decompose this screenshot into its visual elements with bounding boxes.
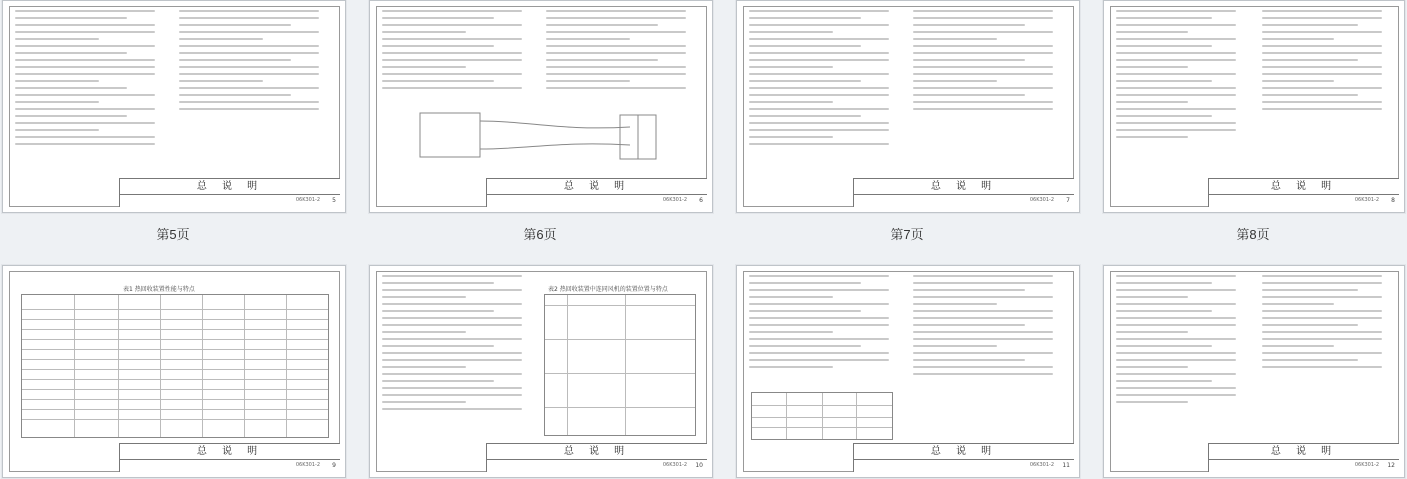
drawing-code: 06K301-2 <box>295 197 320 203</box>
airflow-diagram <box>410 107 666 169</box>
page-preview[interactable] <box>369 0 713 213</box>
page-preview[interactable] <box>2 265 346 478</box>
title-block-name: 总 说 明 <box>563 181 631 192</box>
drawing-code: 06K301-2 <box>295 462 320 468</box>
page-number: 12 <box>1387 462 1395 469</box>
drawing-code: 06K301-2 <box>662 197 687 203</box>
page-caption: 第5页 <box>156 227 190 242</box>
title-block-name: 总 说 明 <box>563 446 631 457</box>
data-table <box>751 392 893 440</box>
page-number: 7 <box>1066 197 1070 204</box>
page-number: 10 <box>695 462 703 469</box>
page-number: 6 <box>699 197 703 204</box>
page-preview[interactable] <box>736 265 1080 478</box>
title-block-name: 总 说 明 <box>930 446 998 457</box>
title-block-name: 总 说 明 <box>196 181 264 192</box>
page-number: 11 <box>1062 462 1070 469</box>
drawing-code: 06K301-2 <box>1029 197 1054 203</box>
drawing-code: 06K301-2 <box>1354 462 1379 468</box>
data-table <box>544 294 696 436</box>
page-number: 5 <box>332 197 336 204</box>
data-table <box>21 294 329 438</box>
title-block-name: 总 说 明 <box>1270 181 1338 192</box>
table-title: 表2 热回收装置中连同风机的装置位置与特点 <box>548 286 668 293</box>
page-preview[interactable] <box>1103 265 1405 478</box>
page-caption: 第6页 <box>523 227 557 242</box>
page-number: 8 <box>1391 197 1395 204</box>
drawing-code: 06K301-2 <box>1354 197 1379 203</box>
page-caption: 第8页 <box>1236 227 1270 242</box>
table-title: 表1 热回收装置性能与特点 <box>123 286 195 293</box>
page-preview[interactable] <box>1103 0 1405 213</box>
page-caption: 第7页 <box>890 227 924 242</box>
page-preview[interactable] <box>736 0 1080 213</box>
title-block-name: 总 说 明 <box>196 446 264 457</box>
page-preview[interactable] <box>2 0 346 213</box>
page-preview[interactable] <box>369 265 713 478</box>
title-block-name: 总 说 明 <box>930 181 998 192</box>
page-number: 9 <box>332 462 336 469</box>
drawing-code: 06K301-2 <box>1029 462 1054 468</box>
drawing-code: 06K301-2 <box>662 462 687 468</box>
title-block-name: 总 说 明 <box>1270 446 1338 457</box>
